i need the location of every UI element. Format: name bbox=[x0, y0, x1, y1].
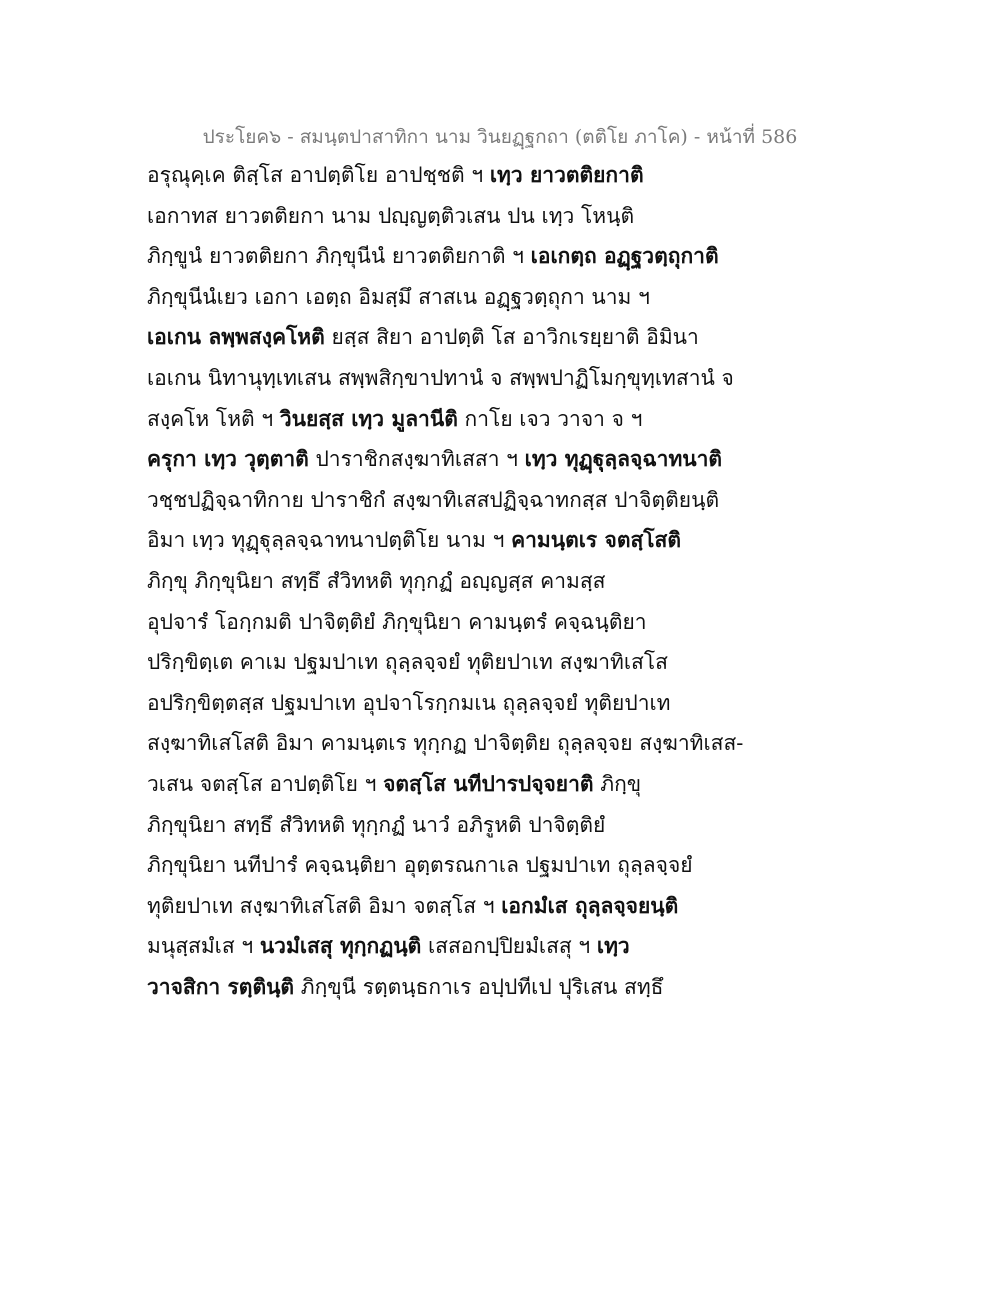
bold-term: ครุกา เทฺว วุตฺตาติ bbox=[147, 446, 309, 472]
text-line bbox=[147, 805, 867, 846]
text-segment: เอกาทส ยาวตติยกา นาม ปญฺญตฺติวเสน ปน เทฺว โหนฺติ bbox=[147, 203, 635, 228]
text-line bbox=[147, 602, 867, 643]
text-line bbox=[147, 561, 867, 602]
text-segment: ปริกฺขิตฺเต คาเม ปฐมปาเท ถุลฺลจฺจยํ ทุติยปาเท สงฺฆาทิเสโส bbox=[147, 650, 668, 675]
text-segment: อุปจารํ โอกฺกมติ ปาจิตฺติยํ ภิกฺขุนิยา คามนฺตรํ คจฺฉนฺติยา bbox=[147, 609, 647, 634]
text-line bbox=[147, 926, 867, 967]
text-segment: ภิกฺขูนํ ยาวตติยกา ภิกฺขุนีนํ ยาวตติยกาติ ฯ bbox=[147, 244, 531, 269]
text-line bbox=[147, 399, 867, 440]
text-line bbox=[147, 155, 867, 196]
text-segment: กาโย เจว วาจา จ ฯ bbox=[457, 406, 643, 431]
bold-term: จตสฺโส นทีปารปจฺจยาติ bbox=[383, 770, 594, 796]
text-line bbox=[147, 277, 867, 318]
text-segment: วเสน จตสฺโส อาปตฺติโย ฯ bbox=[147, 771, 384, 796]
bold-term: เอกมํเส ถุลฺลจฺจยนฺติ bbox=[501, 892, 679, 918]
text-line bbox=[147, 683, 867, 724]
text-segment: ภิกฺขุ ภิกฺขุนิยา สทฺธึ สํวิทหติ ทุกฺกฏํ อญฺญสฺส คามสฺส bbox=[147, 568, 606, 593]
text-line bbox=[147, 236, 867, 277]
text-line bbox=[147, 439, 867, 480]
text-line bbox=[147, 196, 867, 237]
text-segment: ภิกฺขุนิยา นทีปารํ คจฺฉนฺติยา อุตฺตรณกาเล ปฐมปาเท ถุลฺลจฺจยํ bbox=[147, 853, 693, 878]
text-line bbox=[147, 520, 867, 561]
text-line bbox=[147, 967, 867, 1008]
text-segment: ภิกฺขุนิยา สทฺธึ สํวิทหติ ทุกฺกฏํ นาวํ อภิรูหติ ปาจิตฺติยํ bbox=[147, 812, 606, 837]
text-segment: ยสฺส สิยา อาปตฺติ โส อาวิกเรยฺยาติ อิมินา bbox=[324, 325, 699, 350]
text-line bbox=[147, 358, 867, 399]
text-line bbox=[147, 764, 867, 805]
bold-term: เทฺว bbox=[596, 933, 630, 959]
bold-term: เทฺว ยาวตติยกาติ bbox=[489, 162, 644, 187]
text-segment: วชฺชปฏิจฺฉาทิกาย ปาราชิกํ สงฺฆาทิเสสปฏิจฺฉาทกสฺส ปาจิตฺติยนฺติ bbox=[147, 487, 720, 512]
text-line bbox=[147, 845, 867, 886]
bold-term: วาจสิกา รตฺตินฺติ bbox=[147, 973, 295, 999]
text-segment: สงฺฆาทิเสโสติ อิมา คามนฺตเร ทุกฺกฏ ปาจิตฺติย ถุลฺลจฺจย สงฺฆาทิเสส- bbox=[147, 731, 744, 756]
text-line bbox=[147, 642, 867, 683]
page-header: ประโยค๖ - สมนฺตปาสาทิกา นาม วินยฏฺฐกถา (ตติโย ภาโค) - หน้าที่ 586 bbox=[202, 126, 798, 148]
bold-term: วินยสฺส เทฺว มูลานีติ bbox=[279, 405, 458, 431]
text-segment: เอเกน นิทานุทฺเทเสน สพฺพสิกฺขาปทานํ จ สพฺพปาฏิโมกฺขุทฺเทสานํ จ bbox=[147, 365, 734, 390]
bold-term: เทฺว ทุฏฺฐุลฺลจฺฉาทนาติ bbox=[524, 446, 723, 472]
text-line bbox=[147, 317, 867, 358]
text-segment: เสสอกปฺปิยมํเสสุ ฯ bbox=[421, 934, 597, 959]
text-segment: อรุณุคฺเค ติสฺโส อาปตฺติโย อาปชฺชติ ฯ bbox=[147, 163, 490, 187]
text-segment: สงฺคโห โหติ ฯ bbox=[147, 406, 280, 431]
text-segment: ภิกฺขุ bbox=[593, 771, 642, 796]
text-line bbox=[147, 723, 867, 764]
text-segment: ปาราชิกสงฺฆาทิเสสา ฯ bbox=[308, 447, 525, 472]
bold-term: เอเกน ลพฺพสงฺคโหติ bbox=[147, 324, 325, 350]
text-line bbox=[147, 480, 867, 521]
text-segment: อปริกฺขิตฺตสฺส ปฐมปาเท อุปจาโรกฺกมเน ถุลฺลจฺจยํ ทุติยปาเท bbox=[147, 690, 671, 715]
body-text bbox=[147, 155, 867, 1007]
text-segment: มนุสฺสมํเส ฯ bbox=[147, 934, 260, 959]
text-segment: ภิกฺขุนี รตฺตนฺธกาเร อปฺปทีเป ปุริเสน สทฺธึ bbox=[294, 974, 664, 999]
text-line bbox=[147, 886, 867, 927]
bold-term: นวมํเสสุ ทุกฺกฏนฺติ bbox=[259, 933, 422, 959]
text-segment: อิมา เทฺว ทุฏฺฐุลฺลจฺฉาทนาปตฺติโย นาม ฯ bbox=[147, 528, 512, 553]
bold-term: คามนฺตเร จตสฺโสติ bbox=[511, 527, 682, 553]
text-segment: ทุติยปาเท สงฺฆาทิเสโสติ อิมา จตสฺโส ฯ bbox=[147, 893, 502, 918]
text-segment: ภิกฺขุนีนํเยว เอกา เอตฺถ อิมสฺมึ สาสเน อฏฺฐวตฺถุกา นาม ฯ bbox=[147, 284, 650, 309]
bold-term: เอเกตฺถ อฏฺฐวตฺถุกาติ bbox=[530, 243, 719, 269]
